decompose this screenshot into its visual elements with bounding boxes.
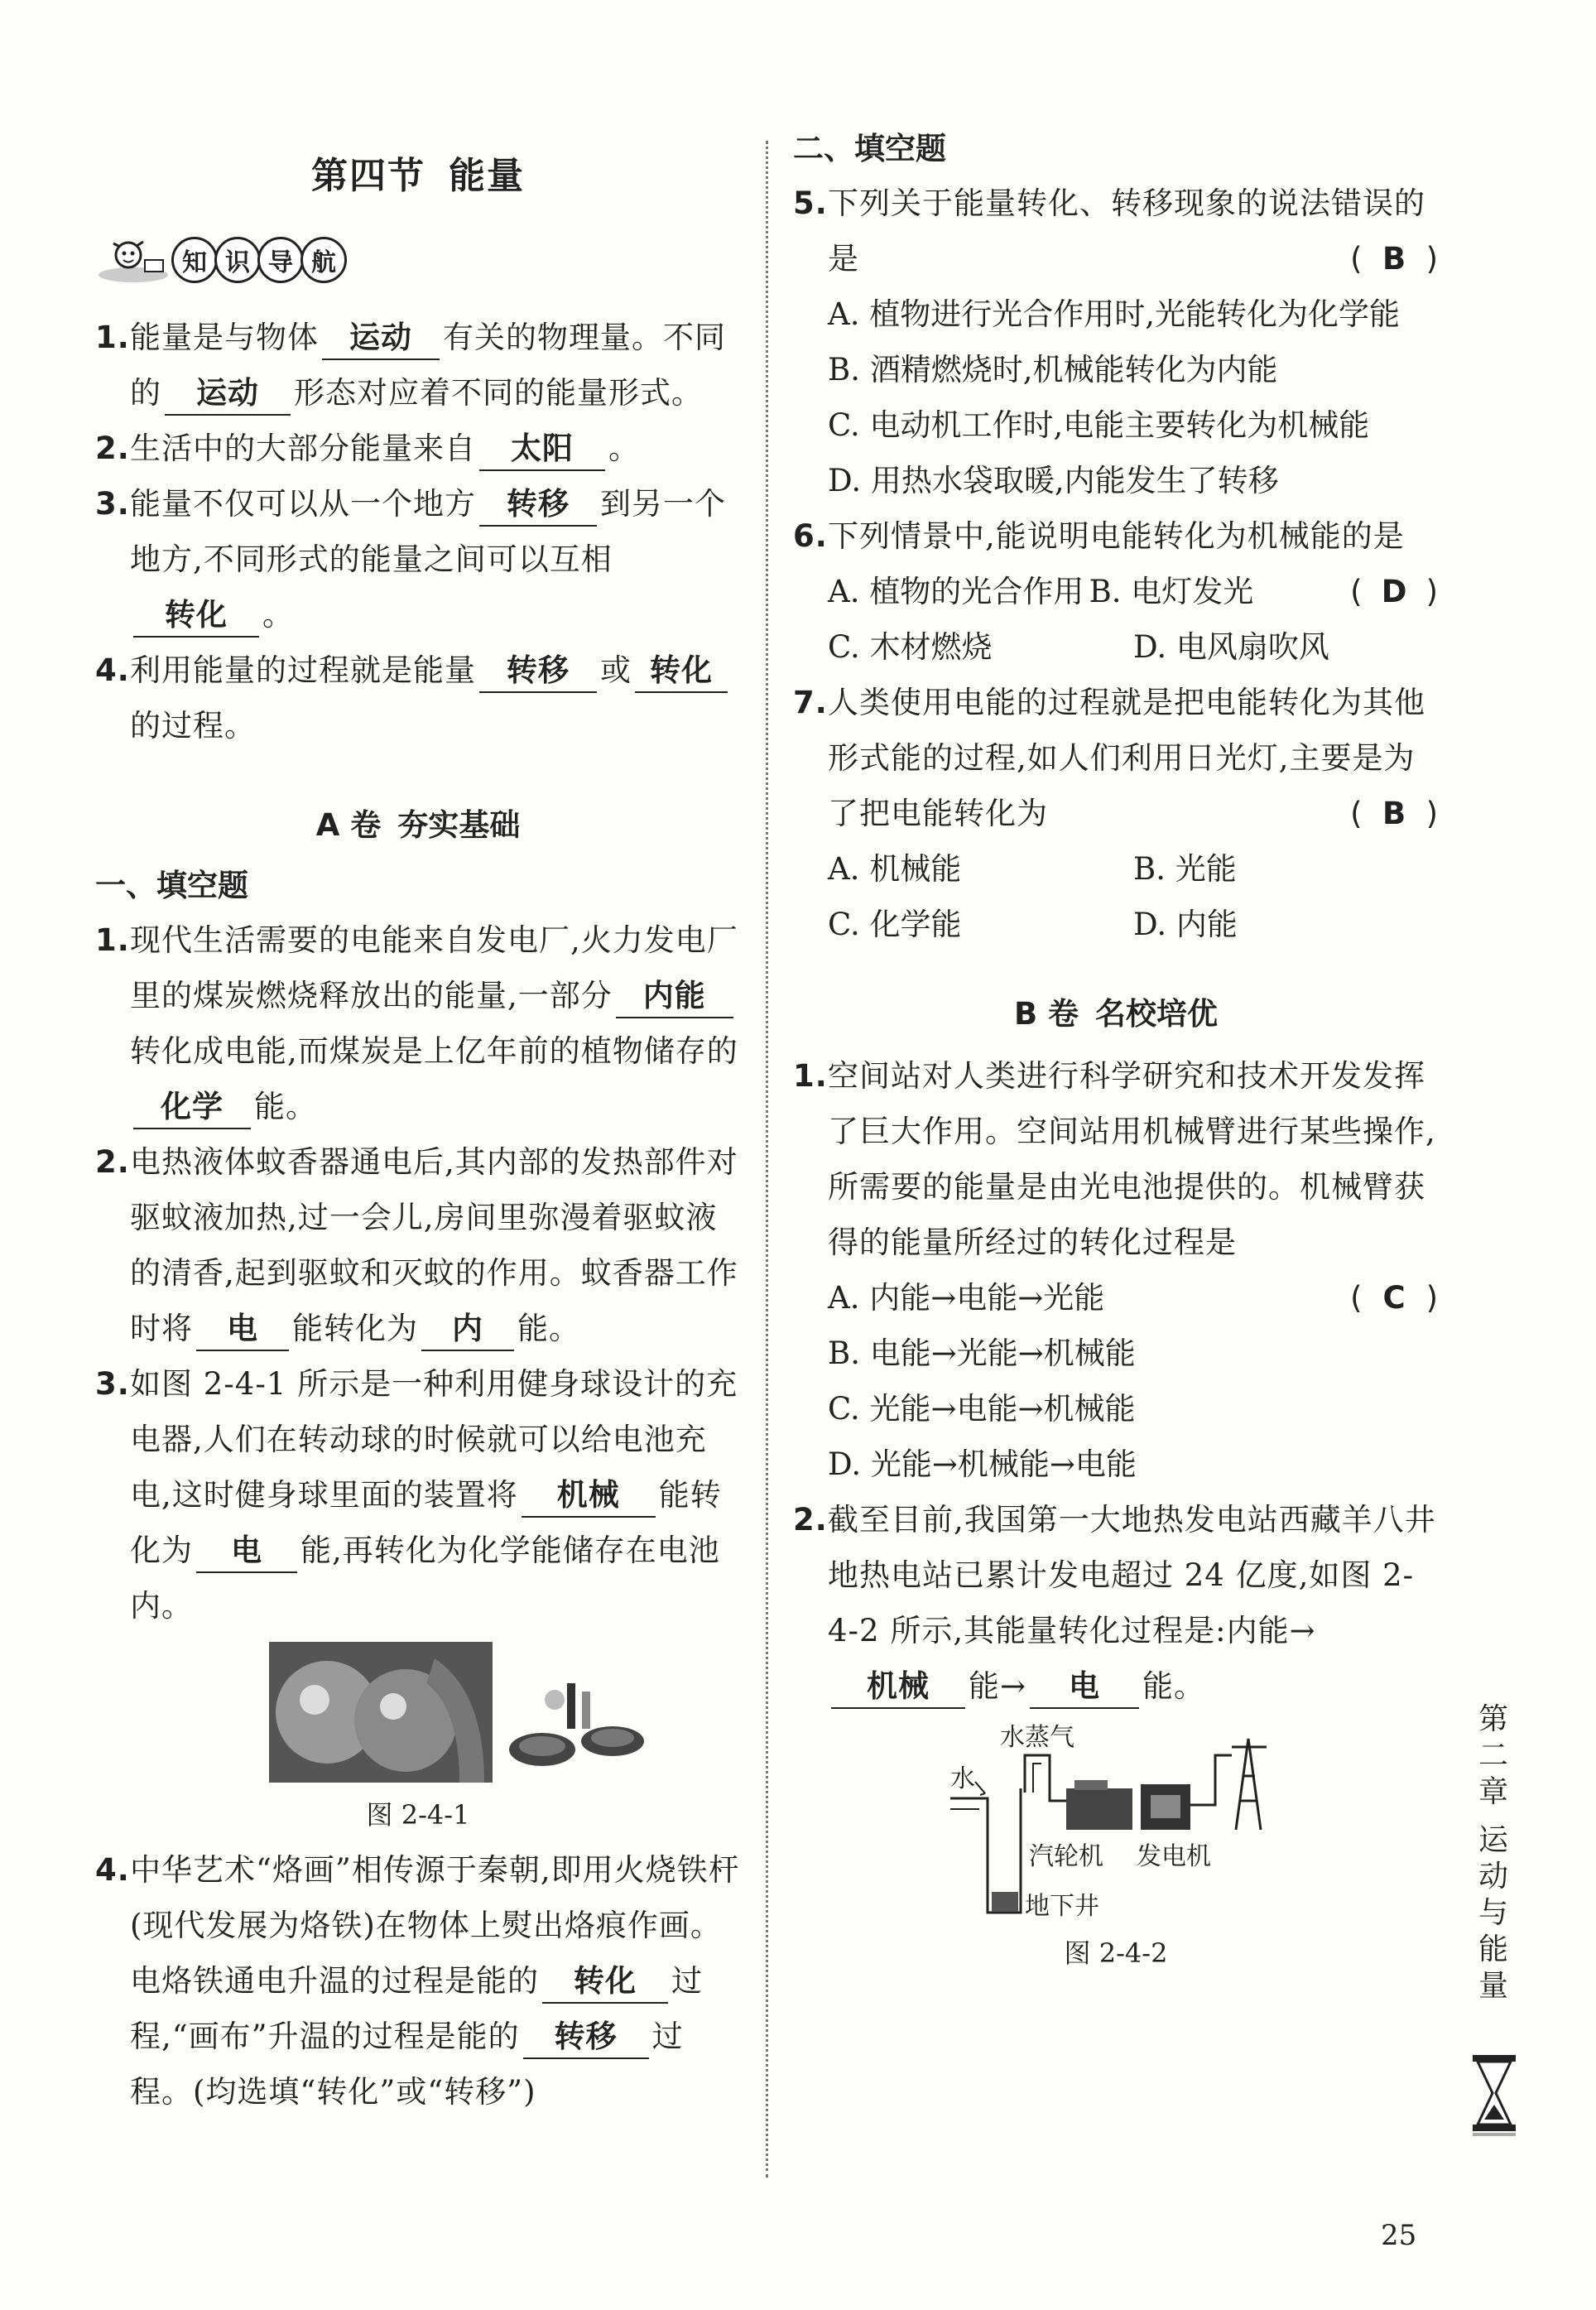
question-text: 人类使用电能的过程就是把电能转化为其他形式能的过程,如人们利用日光灯,主要是为了把电能转化为	[828, 685, 1425, 831]
question-text: 过程,“画布”升温的过程是能的	[130, 1963, 703, 2054]
section-title	[95, 146, 741, 199]
option-row	[793, 564, 1350, 619]
question-text: 或	[600, 652, 632, 688]
question-text: 能量是与物体	[130, 320, 319, 355]
answer-blank: 太阳	[479, 428, 605, 471]
option: A. 植物进行光合作用时,光能转化为化学能	[828, 296, 1401, 332]
question-text: 能,再转化为化学能储存在电池内。	[130, 1533, 720, 1624]
answer-blank: 转移	[479, 484, 597, 527]
chapter-label: 第二章	[1478, 1702, 1508, 1809]
option: B. 电能→光能→机械能	[828, 1335, 1136, 1371]
option: B. 电灯发光	[1089, 574, 1254, 609]
question-text: 能量不仅可以从一个地方	[130, 486, 476, 522]
answer-bracket: ( B )	[1350, 786, 1439, 841]
question-text: 能转化为	[292, 1311, 418, 1346]
label-generator: 发电机	[1137, 1842, 1211, 1871]
answer-blank: 内	[421, 1308, 514, 1351]
hourglass-icon	[1469, 2053, 1519, 2136]
question-text: 空间站对人类进行科学研究和技术开发发挥了巨大作用。空间站用机械臂进行某些操作,所需要的能量是由光电池提供的。机械臂获得的能量所经过的转化过程是	[828, 1058, 1436, 1260]
answer-blank: 转化	[635, 650, 728, 693]
option: C. 光能→电能→机械能	[828, 1391, 1136, 1427]
answer-blank: 转移	[523, 2016, 649, 2059]
answer-choice: D	[1381, 574, 1408, 609]
question-text: 。	[262, 597, 294, 633]
option: A. 机械能	[828, 851, 962, 887]
question-a1	[95, 912, 741, 1134]
option: A. 植物的光合作用	[828, 574, 1084, 609]
answer-blank: 化学	[133, 1086, 251, 1129]
answer-bracket: ( D )	[1350, 564, 1439, 619]
question-text: 有关的物理量。不同的	[130, 320, 726, 411]
label-turbine: 汽轮机	[1029, 1842, 1103, 1871]
part-heading: 二、填空题	[793, 131, 946, 166]
label-water: 水	[950, 1764, 975, 1793]
geothermal-plant-diagram	[942, 1722, 1290, 1929]
section-b-heading	[793, 989, 1439, 1033]
question-a3	[95, 1356, 741, 1634]
question-a4	[95, 1842, 741, 2120]
question-text: 能。	[1142, 1668, 1206, 1704]
label-well: 地下井	[1025, 1892, 1099, 1921]
answer-blank: 运动	[165, 373, 291, 416]
option: C. 木材燃烧	[828, 629, 993, 665]
question-text: 如图 2-4-1 所示是一种利用健身球设计的充电器,人们在转动球的时候就可以给电池充电,这时健身球里面的装置将	[130, 1366, 738, 1513]
question-text: 截至目前,我国第一大地热发电站西藏羊八井地热电站已累计发电超过 24 亿度,如图 2-4-2 所示,其能量转化过程是:内能→	[828, 1502, 1436, 1648]
answer-blank: 转移	[479, 650, 597, 693]
question-text: 过程。(均选填“转化”或“转移”)	[130, 2019, 684, 2110]
right-column	[793, 123, 1439, 1980]
section-label: B 卷	[1013, 996, 1079, 1032]
cartoon-icon	[95, 235, 171, 285]
question-a2	[95, 1134, 741, 1356]
question-text: 的过程。	[130, 708, 256, 744]
column-divider	[766, 141, 768, 2178]
question-text: 中华艺术“烙画”相传源于秦朝,即用火烧铁杆(现代发展为烙铁)在物体上熨出烙痕作画。电烙铁通电升温的过程是能的	[130, 1852, 740, 1999]
nav-char: 航	[300, 237, 347, 283]
question-number: 7.	[793, 685, 828, 720]
question-text: 能转化为	[130, 1477, 722, 1568]
answer-bracket: ( B )	[1350, 231, 1439, 286]
question-text: 生活中的大部分能量来自	[130, 431, 476, 466]
answer-choice: B	[1382, 241, 1407, 277]
answer-blank: 电	[196, 1530, 297, 1573]
page-number: 25	[1381, 2219, 1417, 2252]
answer-blank: 转化	[542, 1961, 668, 2004]
question-number: 3.	[95, 1366, 130, 1402]
option: C. 化学能	[828, 907, 962, 942]
option: B. 光能	[1133, 851, 1237, 887]
chapter-side-tab	[1469, 1701, 1518, 2004]
option-row	[793, 841, 1439, 897]
question-text: 电热液体蚊香器通电后,其内部的发热部件对驱蚊液加热,过一会儿,房间里弥漫着驱蚊液的清香,起到驱蚊和灭蚊的作用。蚊香器工作时将	[130, 1144, 738, 1346]
answer-blank: 机械	[831, 1666, 965, 1709]
answer-blank: 电	[196, 1308, 289, 1351]
question-5	[793, 176, 1439, 286]
question-number: 4.	[95, 652, 130, 688]
question-text: 能→	[969, 1668, 1027, 1704]
answer-choice: C	[1382, 1280, 1406, 1316]
answer-blank: 电	[1030, 1666, 1139, 1709]
option: A. 内能→电能→光能	[828, 1280, 1105, 1316]
knowledge-nav-badge	[95, 227, 741, 293]
nav-char: 导	[257, 237, 304, 283]
left-column	[95, 132, 741, 2120]
option: D. 用热水袋取暖,内能发生了转移	[828, 463, 1279, 498]
figure-2-4-2	[793, 1722, 1439, 1974]
section-name: 名校培优	[1095, 996, 1219, 1032]
question-number: 1.	[95, 320, 130, 355]
answer-blank: 机械	[522, 1475, 656, 1518]
question-number: 1.	[95, 922, 130, 958]
question-text: 现代生活需要的电能来自发电厂,火力发电厂里的煤炭燃烧释放出的能量,一部分	[130, 922, 738, 1013]
nav-char: 识	[214, 237, 261, 283]
knowledge-q2	[95, 421, 741, 476]
answer-choice: B	[1382, 796, 1407, 831]
question-number: 4.	[95, 1852, 130, 1888]
section-a-heading	[95, 800, 741, 845]
figure-caption: 图 2-4-2	[1064, 1937, 1168, 1969]
option: D. 光能→机械能→电能	[828, 1446, 1137, 1482]
question-text: 能。	[254, 1089, 317, 1124]
nav-word	[171, 237, 344, 283]
label-steam: 水蒸气	[1000, 1723, 1074, 1752]
question-number: 2.	[95, 1144, 130, 1180]
title-part1: 第四节	[311, 155, 425, 197]
option-row	[793, 619, 1439, 675]
title-part2: 能量	[449, 155, 525, 197]
chapter-topic: 运动与能量	[1478, 1823, 1508, 2003]
answer-bracket: ( C )	[1350, 1270, 1439, 1326]
section-name: 夯实基础	[397, 807, 521, 843]
answer-blank: 转化	[133, 594, 259, 638]
question-text: 利用能量的过程就是能量	[130, 652, 476, 688]
question-text: 下列关于能量转化、转移现象的说法错误的是	[828, 185, 1425, 277]
option: D. 内能	[1133, 907, 1238, 942]
option: B. 酒精燃烧时,机械能转化为内能	[828, 352, 1278, 387]
knowledge-q4	[95, 642, 741, 753]
knowledge-q3	[95, 476, 741, 642]
question-number: 5.	[793, 185, 828, 221]
figure-2-4-1	[95, 1642, 741, 1836]
question-number: 6.	[793, 518, 828, 554]
part-heading: 一、填空题	[95, 868, 248, 903]
question-text: 形态对应着不同的能量形式。	[294, 375, 703, 411]
question-text: 到另一个地方,不同形式的能量之间可以互相	[130, 486, 726, 577]
question-text: 能。	[517, 1311, 580, 1346]
answer-blank: 运动	[322, 317, 440, 360]
figure-caption: 图 2-4-1	[366, 1799, 470, 1831]
question-text: 。	[608, 431, 640, 466]
question-number: 1.	[793, 1058, 828, 1094]
fitness-ball-charger-image	[186, 1642, 650, 1791]
question-number: 2.	[793, 1502, 828, 1538]
knowledge-q1	[95, 310, 741, 421]
nav-char: 知	[171, 237, 218, 283]
section-label: A 卷	[315, 807, 382, 843]
option-row	[793, 897, 1439, 952]
option: C. 电动机工作时,电能主要转化为机械能	[828, 407, 1370, 443]
option: D. 电风扇吹风	[1133, 629, 1329, 665]
question-number: 3.	[95, 486, 130, 522]
question-text: 下列情景中,能说明电能转化为机械能的是	[828, 518, 1405, 554]
question-text: 转化成电能,而煤炭是上亿年前的植物储存的	[130, 1033, 738, 1069]
question-7	[793, 675, 1439, 841]
question-b2	[793, 1492, 1439, 1714]
question-number: 2.	[95, 431, 130, 466]
answer-blank: 内能	[616, 975, 733, 1018]
